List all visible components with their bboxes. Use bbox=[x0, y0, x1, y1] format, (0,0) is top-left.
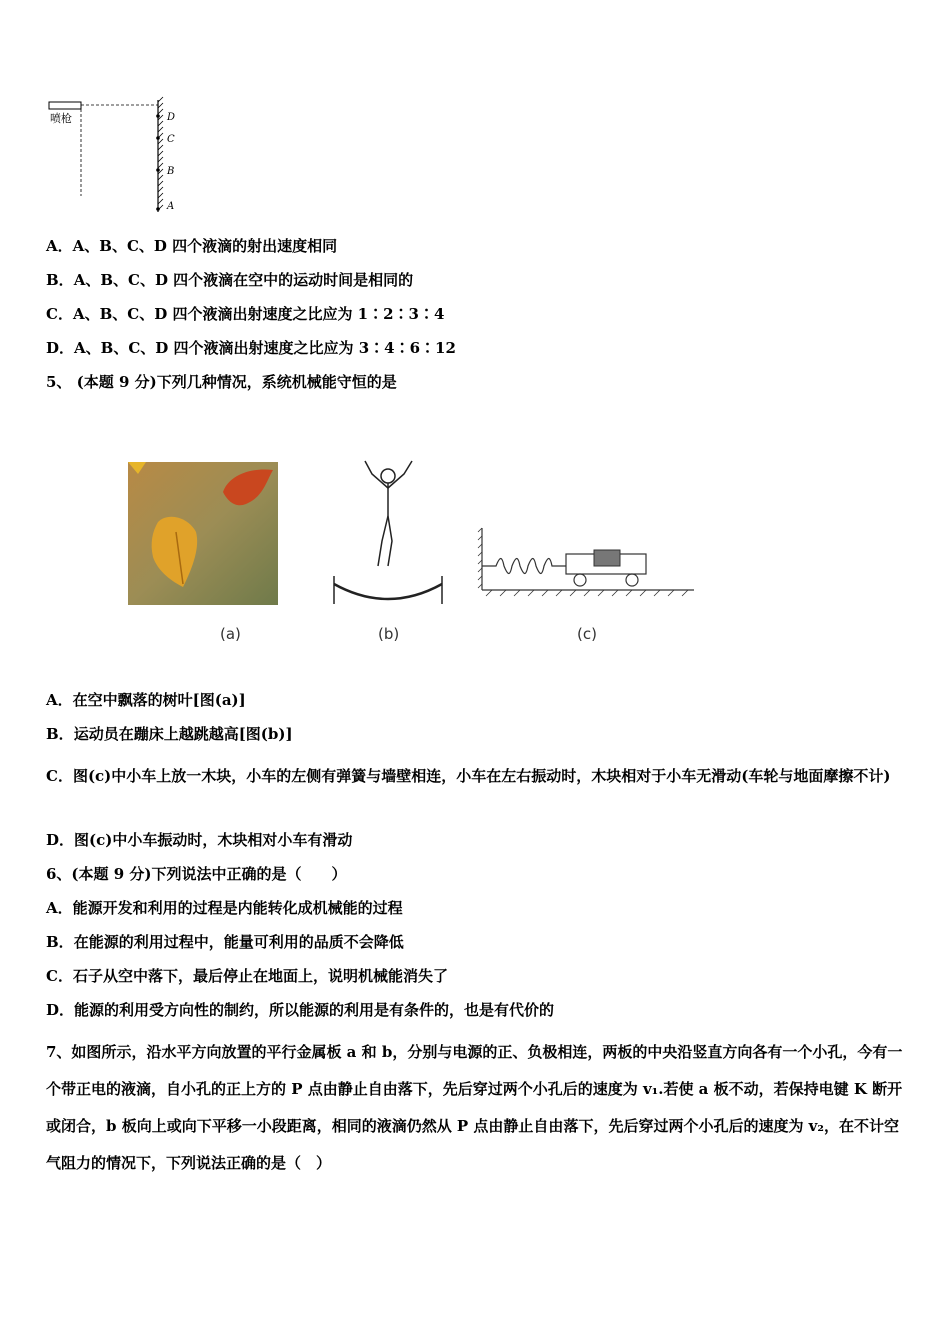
caption-b: (b) bbox=[378, 625, 400, 643]
figure-c-spring-cart bbox=[476, 524, 698, 600]
q4-option-a: A．A、B、C、D 四个液滴的射出速度相同 bbox=[46, 237, 338, 255]
q6-option-a: A．能源开发和利用的过程是内能转化成机械能的过程 bbox=[46, 899, 403, 917]
q7-text: 7、如图所示，沿水平方向放置的平行金属板 a 和 b，分别与电源的正、负极相连，两板的中央沿竖直方向各有一个小孔，今有一个带正电的液滴，自小孔的正上方的 P 点由静止自由落下，先后穿过两个小孔后的速度为 v₁.若使 a 板不动，若保持电键 K 断开或闭合，b 板向上或向下平移一小段距离，相同的液滴仍然从 P 点由静止自由落下，先后穿过两个小孔后的速度为 v₂，在不计空气阻力的情况下，下列说法正确的是（ ） bbox=[46, 1043, 903, 1172]
q6-option-c: C．石子从空中落下，最后停止在地面上，说明机械能消失了 bbox=[46, 967, 448, 985]
spray-gun-figure bbox=[46, 96, 186, 218]
figure-b-trampoline bbox=[330, 456, 448, 606]
q5-title: 5、 (本题 9 分)下列几种情况，系统机械能守恒的是 bbox=[46, 373, 397, 391]
q6-title: 6、(本题 9 分)下列说法中正确的是（ ） bbox=[46, 865, 347, 883]
q4-option-d: D．A、B、C、D 四个液滴出射速度之比应为 3∶4∶6∶12 bbox=[46, 339, 456, 357]
q5-option-a: A．在空中飘落的树叶[图(a)] bbox=[46, 691, 246, 709]
point-label-d: D bbox=[167, 112, 176, 123]
q5-option-c: C．图(c)中小车上放一木块，小车的左侧有弹簧与墙壁相连，小车在左右振动时，木块相对于小车无滑动(车轮与地面摩擦不计) bbox=[46, 767, 891, 785]
figure-a-leaves bbox=[128, 462, 278, 605]
point-label-c: C bbox=[167, 134, 175, 145]
spray-gun-label: 喷枪 bbox=[50, 112, 72, 125]
point-label-b: B bbox=[167, 166, 175, 177]
q6-option-b: B．在能源的利用过程中，能量可利用的品质不会降低 bbox=[46, 933, 404, 951]
q4-option-c: C．A、B、C、D 四个液滴出射速度之比应为 1∶2∶3∶4 bbox=[46, 305, 445, 323]
q6-option-d: D．能源的利用受方向性的制约，所以能源的利用是有条件的，也是有代价的 bbox=[46, 1001, 555, 1019]
q5-option-b: B．运动员在蹦床上越跳越高[图(b)] bbox=[46, 725, 293, 743]
point-label-a: A bbox=[167, 201, 175, 212]
q4-option-b: B．A、B、C、D 四个液滴在空中的运动时间是相同的 bbox=[46, 271, 414, 289]
caption-c: (c) bbox=[577, 625, 597, 643]
q5-option-d: D．图(c)中小车振动时，木块相对小车有滑动 bbox=[46, 831, 353, 849]
caption-a: (a) bbox=[220, 625, 241, 643]
